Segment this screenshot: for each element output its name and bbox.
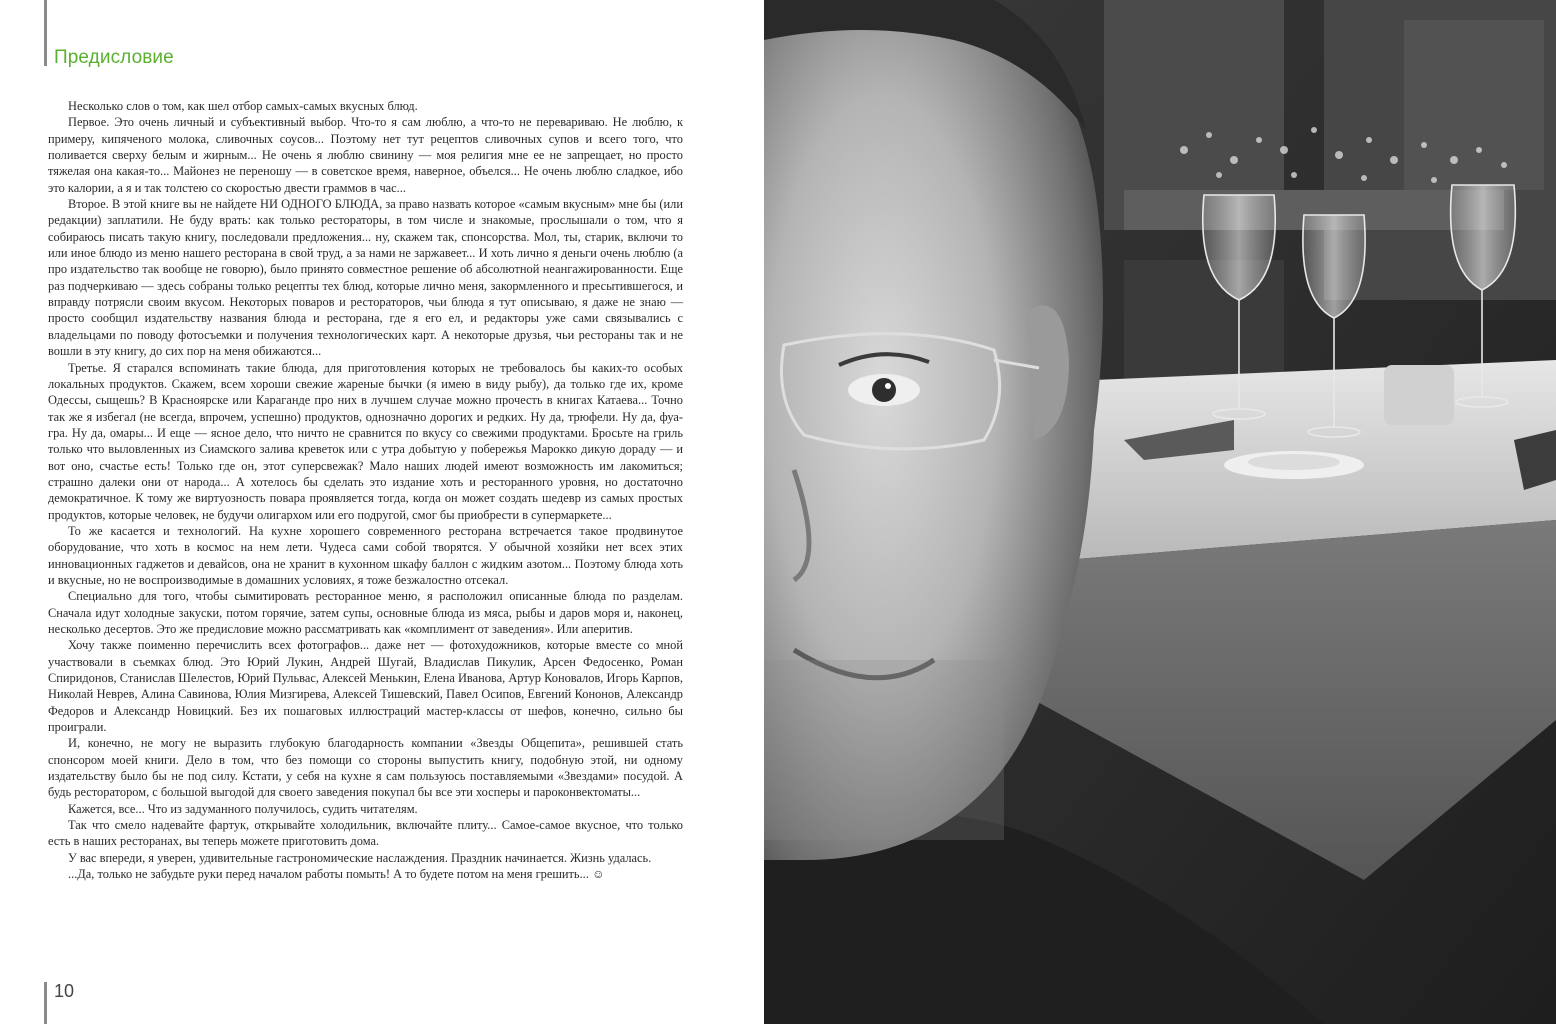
paragraph: И, конечно, не могу не выразить глубокую благодарность компании «Звезды Общепита», решившей стать спонсором моей книги. Дело в том, что без помощи со стороны выпустить книгу, подобную этой, ни одному издательству было бы не под силу. Кстати, у себя на кухне я сам пользуюсь поставляемыми «Звездами» посудой. А будь ресторатором, с большой выгодой для своего заведения покупал бы все эти хосперы и пароконвектоматы...: [48, 736, 683, 800]
section-title: Предисловие: [54, 47, 174, 68]
paragraph: ...Да, только не забудьте руки перед началом работы помыть! А то будете потом на меня грешить... ☺: [68, 867, 605, 882]
paragraph: Несколько слов о том, как шел отбор самых-самых вкусных блюд.: [68, 99, 418, 113]
preface-body: [48, 98, 683, 883]
paragraph: Кажется, все... Что из задуманного получилось, судить читателям.: [68, 801, 418, 816]
author-photo-illustration: [764, 0, 1556, 1024]
paragraph: Третье. Я старался вспоминать такие блюда, для приготовления которых не требовалось бы каких-то особых локальных продуктов. Скажем, всем хороши свежие жареные бычки (я имею в виду рыбу), да только где их, кроме Одессы, сыщешь? В Красноярске или Караганде про них в лучшем случае можно прочесть в книгах Катаева... Точно так же я избегал (не всегда, впрочем, успешно) продуктов, однозначно дорогих и редких. Ну да, трюфели. Ну да, фуа-гра. Ну да, омары... И еще — ясное дело, что ничто не сравнится по вкусу со свежими продуктами. Бросьте на гриль только что выловленных из Сиамского залива креветок или с утра добытую у побережья Марокко дикую дораду — и вот оно, счастье есть! Только где он, этот суперсвежак? Мало наших людей имеют возможность им лакомиться; страшно далеки они от народа... А хотелось бы сделать это издание хоть и ресторанного уровня, но достаточно демократичное. К тому же виртуозность повара проявляется тогда, когда он может создать шедевр из самых простых продуктов, которые человек, не будучи олигархом или его подругой, смог бы приобрести в супермаркете...: [48, 360, 683, 522]
accent-rule-bottom: [44, 982, 47, 1024]
paragraph: То же касается и технологий. На кухне хорошего современного ресторана встречается такое продвинутое оборудование, что хоть в космос на нем лети. Чудеса сами собой творятся. У обычной хозяйки нет всех этих инновационных гаджетов и девайсов, она не хранит в кухонном шкафу баллон с жидким азотом... Поэтому блюда хоть и вкусные, но не воспроизводимые в домашних условиях, я тоже безжалостно отсекал.: [48, 523, 683, 587]
paragraph: Второе. В этой книге вы не найдете НИ ОДНОГО БЛЮДА, за право назвать которое «самым вкусным» мне бы (или редакции) заплатили. Не буду врать: как только рестораторы, в том числе и знакомые, прослышали о том, что я собираюсь писать такую книгу, последовали предложения... ну, скажем так, спонсорства. Мол, ты, старик, включи то или иное блюдо из меню нашего ресторана в свой труд, а за нами не заржавеет... И хоть лично я деньги очень люблю (а про издательство так вообще не говорю), было принято совместное решение об абсолютной неангажированности. Еще раз подчеркиваю — здесь собраны только рецепты тех блюд, которые лично меня, закормленного и пресытившегося, и вправду потрясли своим вкусом. Некоторых поваров и рестораторов, чьи блюда я тут описываю, я даже не знаю — просто сообщил издательству названия блюда и ресторана, где я его ел, и редакторы уже сами связывались с владельцами по поводу фотосъемки и получения технологических карт. А некоторые друзья, чьи рестораны так и не вошли в эту книгу, до сих пор на меня обижаются...: [48, 197, 683, 359]
paragraph: Специально для того, чтобы сымитировать ресторанное меню, я расположил описанные блюда по разделам. Сначала идут холодные закуски, потом горячие, затем супы, основные блюда из мяса, рыбы и даров моря и, наконец, несколько десертов. Это же предисловие можно рассматривать как «комплимент от заведения». Или аперитив.: [48, 589, 683, 636]
paragraph: Хочу также поименно перечислить всех фотографов... даже нет — фотохудожников, которые вместе со мной участвовали в съемках блюд. Это Юрий Лукин, Андрей Шугай, Владислав Пикулик, Арсен Федосенко, Роман Спиридонов, Станислав Шелестов, Юрий Пульвас, Алексей Менькин, Елена Иванова, Артур Коновалов, Игорь Карпов, Николай Неврев, Алина Савинова, Юлия Мизгирева, Алексей Тишевский, Павел Осипов, Евгений Кононов, Александр Федоров и Александр Новицкий. Без их пошаговых иллюстраций мастер-классы от шефов, конечно, сильно бы проиграли.: [48, 638, 683, 735]
paragraph: Первое. Это очень личный и субъективный выбор. Что-то я сам люблю, а что-то не перевариваю. Не люблю, к примеру, кипяченого молока, сливочных соусов... Поэтому нет тут рецептов сливочных супов и всего того, что поливается сверху белым и жирным... Не очень я люблю свинину — моя религия мне ее не запрещает, но просто тяжелая она какая-то... Майонез не переношу — в советское время, наверное, объелся... Не очень люблю сладкое, ибо это калории, а я и так толстею со скоростью двести граммов в час...: [48, 115, 683, 195]
accent-rule-top: [44, 0, 47, 66]
page-number: 10: [54, 981, 75, 1001]
paragraph: Так что смело надевайте фартук, открывайте холодильник, включайте плиту... Самое-самое вкусное, что только есть в наших ресторанах, вы теперь можете приготовить дома.: [48, 818, 683, 849]
left-page: [0, 0, 764, 1024]
author-photo: [764, 0, 1556, 1024]
paragraph: У вас впереди, я уверен, удивительные гастрономические наслаждения. Праздник начинается. Жизнь удалась.: [68, 850, 652, 865]
